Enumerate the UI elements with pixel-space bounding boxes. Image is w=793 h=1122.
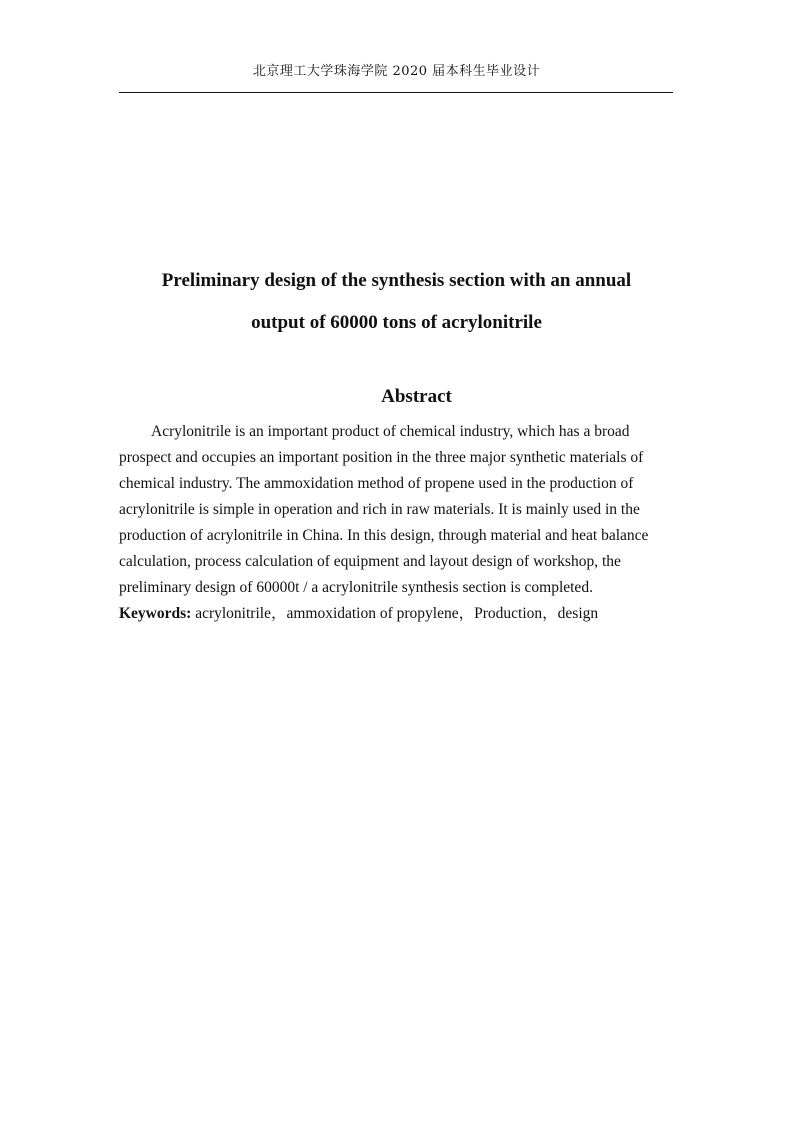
abstract-line: calculation, process calculation of equipment and layout design of workshop, the: [119, 553, 621, 570]
title-line-1: Preliminary design of the synthesis section with an annual: [161, 270, 632, 291]
document-title: [100, 260, 693, 344]
abstract-line: production of acrylonitrile in China. In this design, through material and heat balance: [119, 527, 649, 544]
abstract-heading: Abstract: [381, 386, 452, 407]
abstract-line: chemical industry. The ammoxidation method of propene used in the production of: [119, 475, 634, 492]
abstract-line: Acrylonitrile is an important product of chemical industry, which has a broad: [151, 423, 630, 440]
keywords-label: Keywords:: [119, 605, 192, 622]
title-line-2: output of 60000 tons of acrylonitrile: [251, 312, 542, 333]
keywords-line: [119, 601, 675, 627]
abstract-body: [119, 419, 675, 627]
abstract-line: acrylonitrile is simple in operation and rich in raw materials. It is mainly used in the: [119, 501, 640, 518]
abstract-line: prospect and occupies an important position in the three major synthetic materials of: [119, 449, 644, 466]
abstract-line: preliminary design of 60000t / a acrylonitrile synthesis section is completed.: [119, 579, 593, 596]
header-divider: [119, 92, 673, 93]
keywords-text: acrylonitrile，ammoxidation of propylene，Production，design: [191, 605, 599, 622]
page-header: 北京理工大学珠海学院 2020 届本科生毕业设计: [252, 64, 541, 79]
